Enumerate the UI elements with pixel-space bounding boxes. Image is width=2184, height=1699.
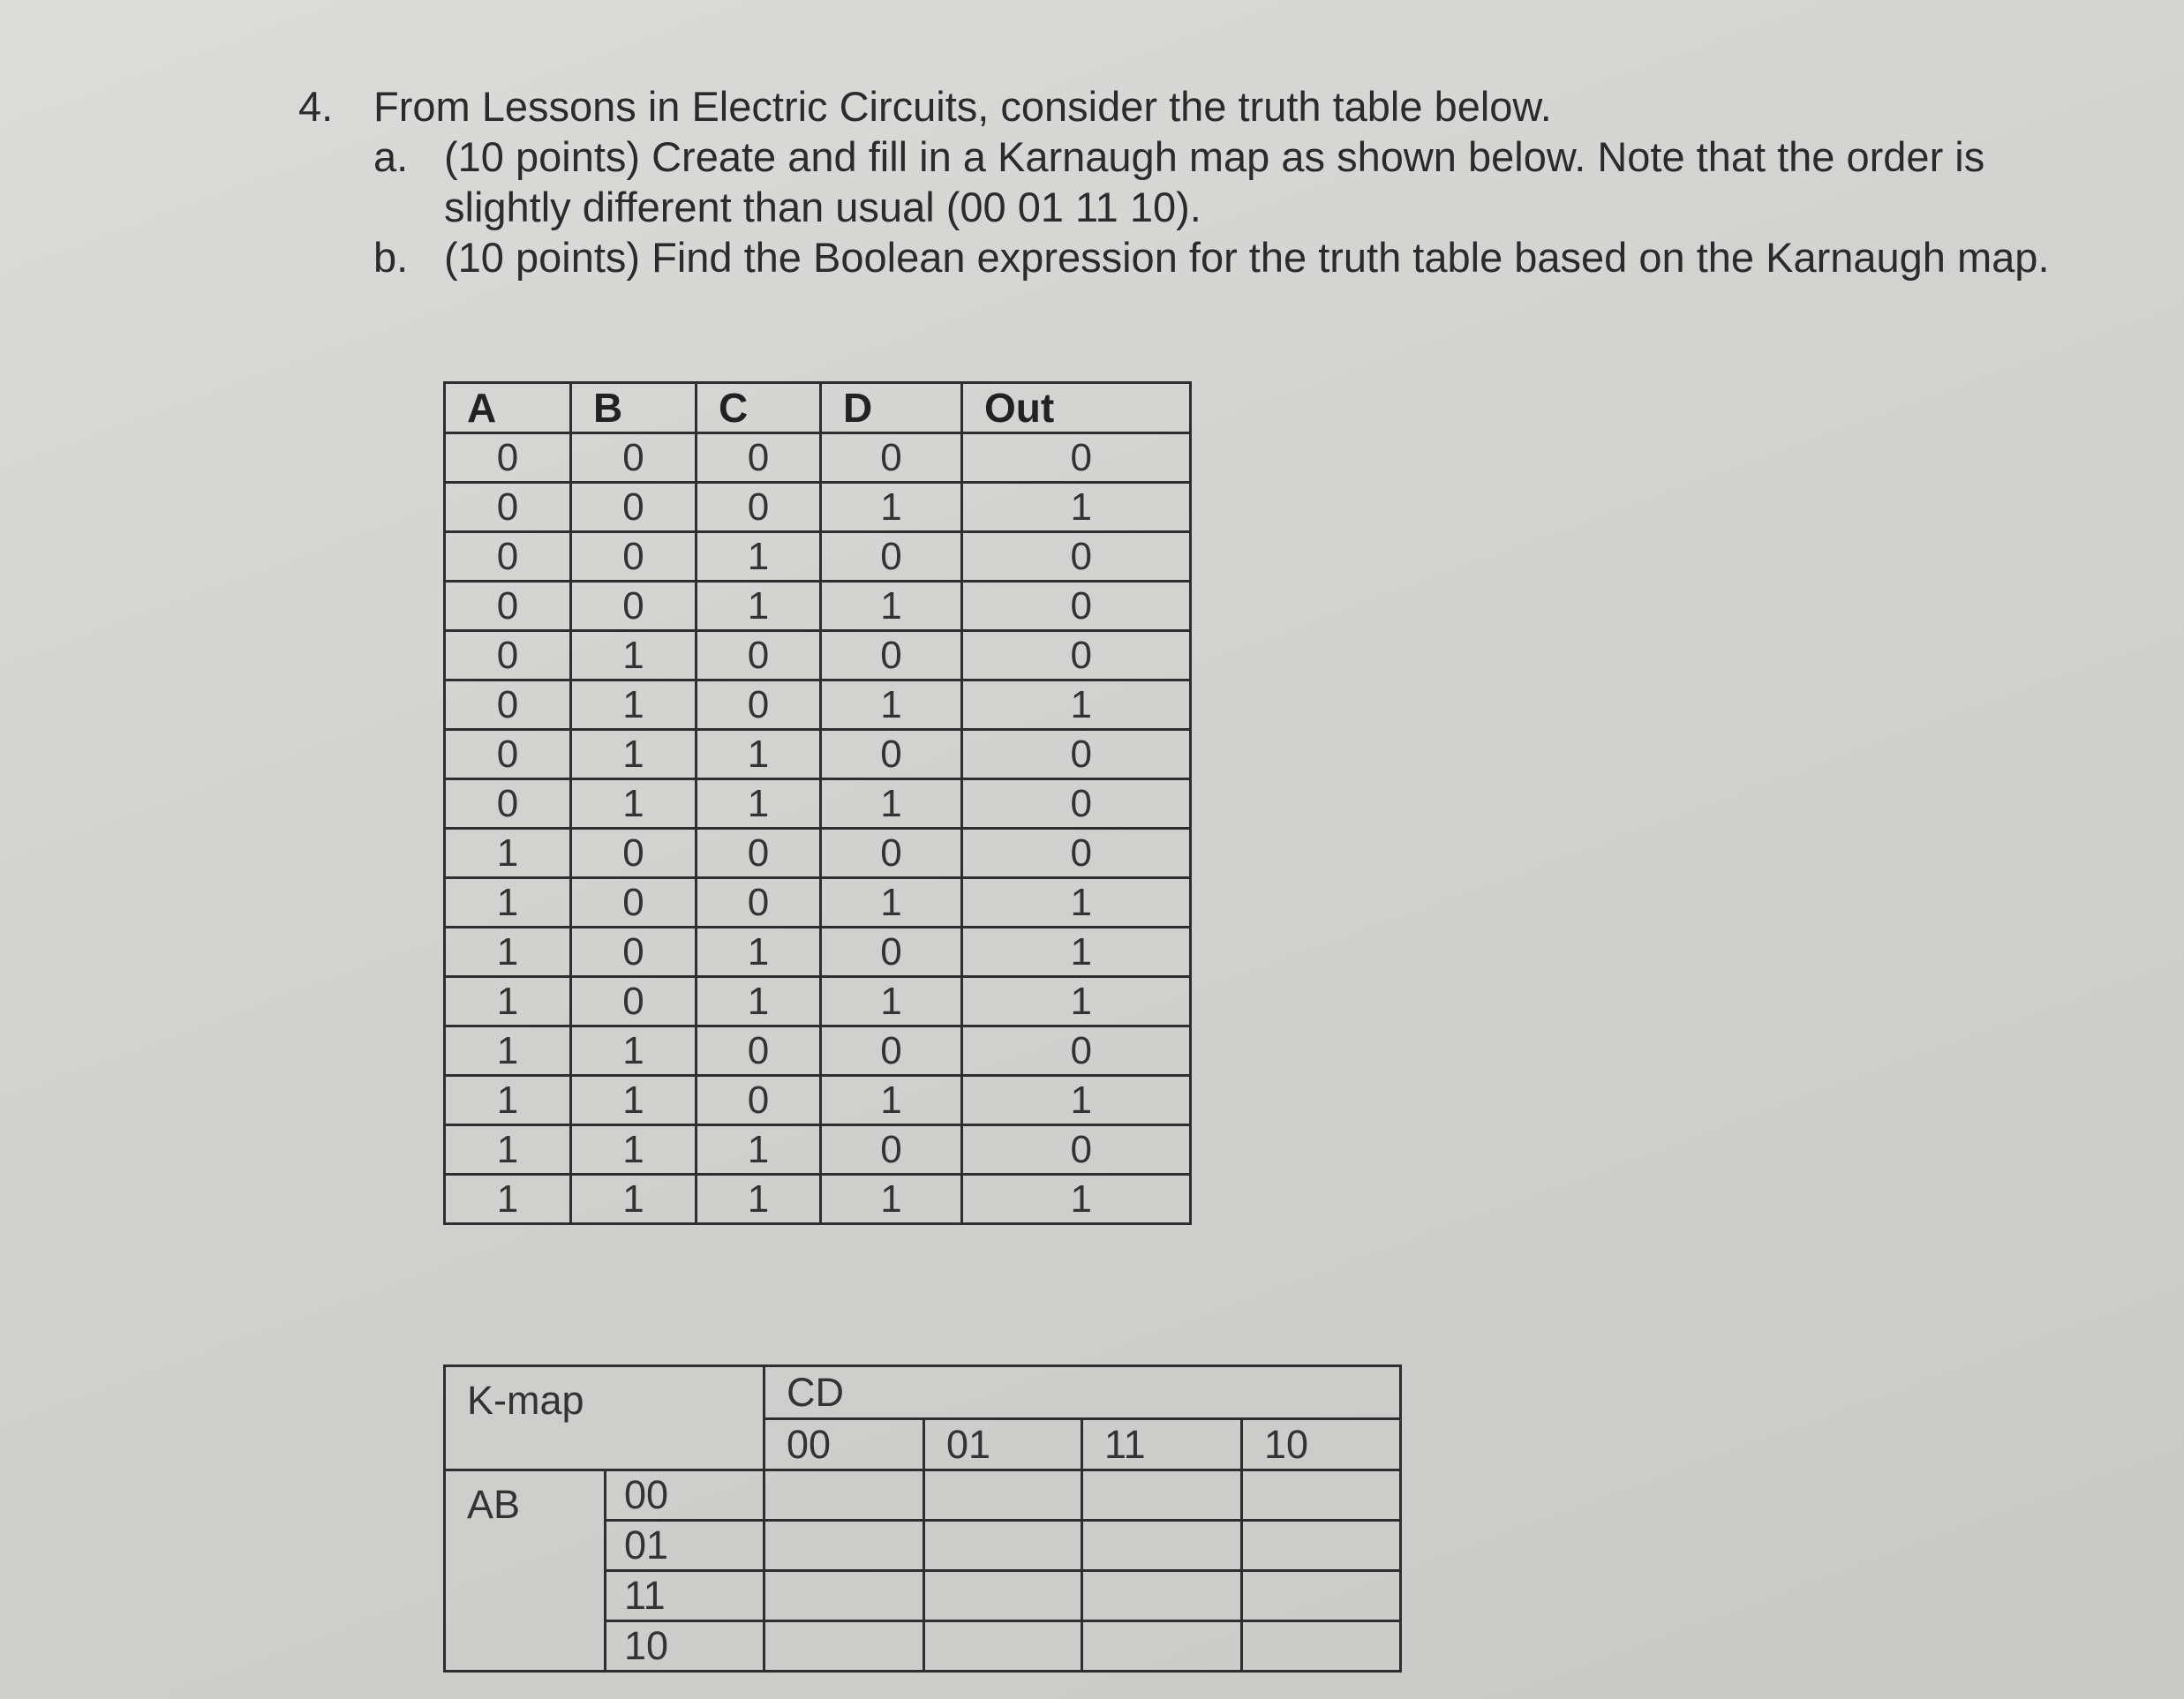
input-cell: 0	[571, 433, 697, 483]
truth-table-row	[445, 483, 1191, 532]
input-cell: 1	[571, 631, 697, 680]
input-cell: 1	[445, 1175, 571, 1224]
question-number: 4.	[298, 83, 334, 130]
input-cell: 1	[697, 779, 821, 829]
truth-table-row	[445, 1026, 1191, 1076]
input-cell: 0	[571, 582, 697, 631]
input-cell: 1	[445, 1076, 571, 1125]
input-cell: 0	[445, 779, 571, 829]
input-cell: 0	[697, 631, 821, 680]
kmap-cell[interactable]	[924, 1521, 1082, 1571]
question-header	[298, 81, 2117, 132]
input-cell: 0	[571, 483, 697, 532]
input-cell: 0	[445, 582, 571, 631]
input-cell: 1	[571, 680, 697, 730]
kmap-column-label: 00	[764, 1419, 924, 1470]
output-cell: 0	[962, 829, 1191, 878]
input-cell: 0	[571, 829, 697, 878]
input-cell: 1	[697, 582, 821, 631]
output-cell: 1	[962, 928, 1191, 977]
karnaugh-map	[443, 1364, 1402, 1673]
truth-table-row	[445, 631, 1191, 680]
output-cell: 1	[962, 1175, 1191, 1224]
output-cell: 0	[962, 730, 1191, 779]
input-cell: 0	[821, 928, 962, 977]
input-cell: 1	[821, 680, 962, 730]
output-cell: 0	[962, 433, 1191, 483]
input-cell: 1	[445, 1125, 571, 1175]
input-cell: 1	[697, 1175, 821, 1224]
input-cell: 1	[571, 1125, 697, 1175]
truth-table	[443, 381, 1192, 1225]
truth-table-row	[445, 730, 1191, 779]
part-letter: b.	[373, 234, 409, 281]
output-cell: 1	[962, 878, 1191, 928]
input-cell: 0	[821, 1125, 962, 1175]
kmap-column-label: 11	[1082, 1419, 1242, 1470]
output-cell: 0	[962, 532, 1191, 582]
output-cell: 0	[962, 1026, 1191, 1076]
output-cell: 1	[962, 680, 1191, 730]
kmap-cell[interactable]	[764, 1571, 924, 1621]
input-cell: 1	[571, 1026, 697, 1076]
kmap-row-variable: AB	[445, 1470, 606, 1672]
input-cell: 1	[571, 779, 697, 829]
truth-table-row	[445, 1175, 1191, 1224]
input-cell: 0	[697, 433, 821, 483]
kmap-cell[interactable]	[764, 1621, 924, 1672]
input-cell: 1	[821, 779, 962, 829]
kmap-cell[interactable]	[764, 1470, 924, 1521]
kmap-cell[interactable]	[924, 1571, 1082, 1621]
kmap-row-label: 11	[606, 1571, 764, 1621]
input-cell: 0	[571, 928, 697, 977]
input-cell: 0	[445, 433, 571, 483]
truth-table-row	[445, 1076, 1191, 1125]
input-cell: 1	[445, 928, 571, 977]
input-cell: 1	[697, 532, 821, 582]
question-part-a	[373, 132, 2117, 232]
kmap-column-variable: CD	[764, 1366, 1401, 1419]
truth-table-row	[445, 582, 1191, 631]
kmap-row-label: 10	[606, 1621, 764, 1672]
input-cell: 1	[821, 878, 962, 928]
input-cell: 1	[821, 1076, 962, 1125]
input-cell: 0	[445, 483, 571, 532]
header-cell: Out	[962, 383, 1191, 433]
question-part-b	[373, 232, 2117, 282]
kmap-cell[interactable]	[1242, 1621, 1401, 1672]
kmap-row-label: 01	[606, 1521, 764, 1571]
header-cell: C	[697, 383, 821, 433]
output-cell: 0	[962, 779, 1191, 829]
input-cell: 0	[697, 1076, 821, 1125]
input-cell: 0	[821, 631, 962, 680]
input-cell: 0	[697, 1026, 821, 1076]
part-letter: a.	[373, 133, 409, 180]
input-cell: 0	[445, 631, 571, 680]
header-cell: B	[571, 383, 697, 433]
question-4	[298, 81, 2117, 282]
kmap-cell[interactable]	[1082, 1521, 1242, 1571]
input-cell: 0	[445, 532, 571, 582]
input-cell: 1	[821, 582, 962, 631]
kmap-cell[interactable]	[1082, 1470, 1242, 1521]
kmap-column-label: 01	[924, 1419, 1082, 1470]
kmap-title-row	[445, 1366, 1401, 1419]
input-cell: 1	[445, 1026, 571, 1076]
truth-table-row	[445, 977, 1191, 1026]
kmap-row	[445, 1470, 1401, 1521]
header-cell: D	[821, 383, 962, 433]
kmap-cell[interactable]	[764, 1521, 924, 1571]
truth-table-row	[445, 829, 1191, 878]
input-cell: 0	[821, 829, 962, 878]
kmap-cell[interactable]	[1242, 1571, 1401, 1621]
input-cell: 1	[445, 829, 571, 878]
truth-table-row	[445, 779, 1191, 829]
truth-table-header-row	[445, 383, 1191, 433]
output-cell: 1	[962, 977, 1191, 1026]
kmap-title: K-map	[445, 1366, 764, 1470]
part-text: (10 points) Create and fill in a Karnaugh map as shown below. Note that the order is slightly different than usual (00 01 11 10).	[444, 133, 1985, 230]
input-cell: 0	[697, 680, 821, 730]
input-cell: 0	[697, 829, 821, 878]
input-cell: 1	[697, 928, 821, 977]
input-cell: 0	[571, 532, 697, 582]
input-cell: 1	[697, 977, 821, 1026]
truth-table-row	[445, 433, 1191, 483]
kmap-cell[interactable]	[924, 1470, 1082, 1521]
kmap-column-label: 10	[1242, 1419, 1401, 1470]
truth-table-row	[445, 928, 1191, 977]
output-cell: 0	[962, 631, 1191, 680]
input-cell: 1	[821, 1175, 962, 1224]
input-cell: 0	[821, 532, 962, 582]
input-cell: 0	[445, 680, 571, 730]
input-cell: 1	[445, 878, 571, 928]
input-cell: 1	[571, 730, 697, 779]
kmap-cell[interactable]	[1242, 1470, 1401, 1521]
input-cell: 0	[821, 730, 962, 779]
input-cell: 1	[571, 1076, 697, 1125]
truth-table-row	[445, 1125, 1191, 1175]
input-cell: 1	[445, 977, 571, 1026]
output-cell: 1	[962, 1076, 1191, 1125]
input-cell: 1	[821, 977, 962, 1026]
header-cell: A	[445, 383, 571, 433]
input-cell: 0	[697, 878, 821, 928]
input-cell: 0	[571, 878, 697, 928]
part-text: (10 points) Find the Boolean expression for the truth table based on the Karnaugh map.	[444, 234, 2050, 281]
question-intro: From Lessons in Electric Circuits, consider the truth table below.	[373, 83, 1552, 130]
input-cell: 0	[821, 1026, 962, 1076]
input-cell: 0	[571, 977, 697, 1026]
input-cell: 0	[445, 730, 571, 779]
truth-table-row	[445, 532, 1191, 582]
input-cell: 1	[697, 730, 821, 779]
kmap-row-label: 00	[606, 1470, 764, 1521]
output-cell: 0	[962, 582, 1191, 631]
input-cell: 0	[821, 433, 962, 483]
input-cell: 0	[697, 483, 821, 532]
input-cell: 1	[821, 483, 962, 532]
kmap-cell[interactable]	[924, 1621, 1082, 1672]
kmap-cell[interactable]	[1082, 1621, 1242, 1672]
truth-table-row	[445, 680, 1191, 730]
output-cell: 1	[962, 483, 1191, 532]
output-cell: 0	[962, 1125, 1191, 1175]
kmap-cell[interactable]	[1242, 1521, 1401, 1571]
truth-table-row	[445, 878, 1191, 928]
input-cell: 1	[697, 1125, 821, 1175]
kmap-cell[interactable]	[1082, 1571, 1242, 1621]
input-cell: 1	[571, 1175, 697, 1224]
